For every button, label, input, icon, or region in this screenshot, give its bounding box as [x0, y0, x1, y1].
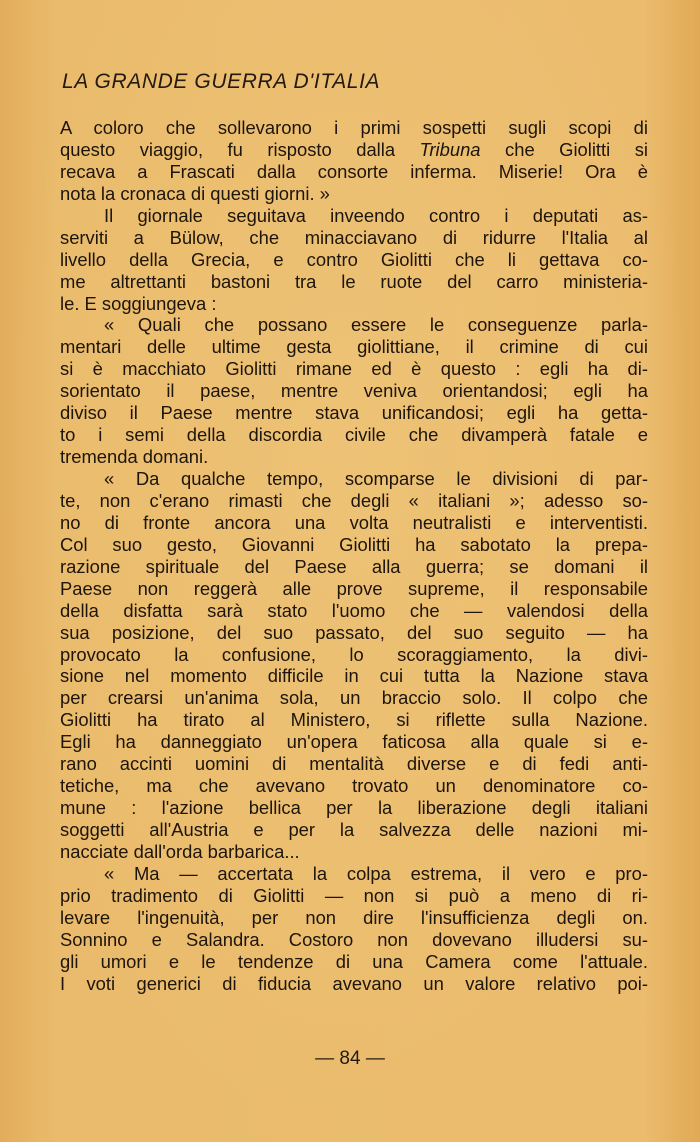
- text-line: prio tradimento di Giolitti — non si può a meno di ri-: [60, 884, 648, 906]
- text-line: sua posizione, del suo passato, del suo seguito — ha: [60, 621, 648, 643]
- text-line: A coloro che sollevarono i primi sospetti sugli scopi di: [60, 117, 648, 138]
- text-line: mune : l'azione bellica per la liberazione degli italiani: [60, 797, 648, 819]
- text-line: levare l'ingenuità, per non dire l'insufficienza degli on.: [60, 906, 648, 928]
- text-line: Egli ha danneggiato un'opera faticosa alla quale si e-: [60, 731, 648, 753]
- italic-title: Tribuna: [419, 138, 481, 160]
- text-line: diviso il Paese mentre stava unificandosi; egli ha getta-: [60, 402, 648, 424]
- text-line: sione nel momento difficile in cui tutta la Nazione stava: [60, 665, 648, 687]
- text-line: si è macchiato Giolitti rimane ed è questo : egli ha di-: [60, 358, 648, 380]
- text-line: gli umori e le tendenze di una Camera come l'attuale.: [60, 950, 648, 972]
- text-line: mentari delle ultime gesta giolittiane, il crimine di cui: [60, 336, 648, 358]
- text-line: no di fronte ancora una volta neutralisti e interventisti.: [60, 511, 648, 533]
- text-line: tetiche, ma che avevano trovato un denominatore co-: [60, 775, 648, 797]
- text-line: nacciate dall'orda barbarica...: [60, 840, 300, 862]
- text-line: Paese non reggerà alle prove supreme, il responsabile: [60, 577, 648, 599]
- text-line: Sonnino e Salandra. Costoro non dovevano illudersi su-: [60, 928, 648, 950]
- text-line: per crearsi un'anima sola, un braccio solo. Il colpo che: [60, 687, 648, 709]
- text-line: rano accinti uomini di mentalità diverse e di fedi anti-: [60, 753, 648, 775]
- text-line: Il giornale seguitava inveendo contro i deputati as-: [104, 204, 648, 226]
- text-line: « Quali che possano essere le conseguenze parla-: [104, 314, 648, 336]
- text-line: I voti generici di fiducia avevano un valore relativo poi-: [60, 972, 648, 994]
- text-line: Giolitti ha tirato al Ministero, si riflette sulla Nazione.: [60, 709, 648, 731]
- text-line: le. E soggiungeva :: [60, 292, 217, 314]
- text-line: questo viaggio, fu risposto dalla Tribuna che Giolitti si: [60, 138, 648, 160]
- text-line: sorientato il paese, mentre veniva orientandosi; egli ha: [60, 380, 648, 402]
- text-line: serviti a Bülow, che minacciavano di ridurre l'Italia al: [60, 226, 648, 248]
- text-line: me altrettanti bastoni tra le ruote del carro ministeria-: [60, 270, 648, 292]
- text-line: te, non c'erano rimasti che degli « italiani »; adesso so-: [60, 489, 648, 511]
- body-text: [60, 117, 648, 995]
- page-number: — 84 —: [315, 1048, 385, 1069]
- text-line: recava a Frascati dalla consorte inferma. Miserie! Ora è: [60, 160, 648, 182]
- text-line: « Da qualche tempo, scomparse le divisioni di par-: [104, 468, 648, 489]
- text-line: nota la cronaca di questi giorni. »: [60, 182, 330, 204]
- text-line: tremenda domani.: [60, 446, 209, 468]
- text-line: soggetti all'Austria e per la salvezza delle nazioni mi-: [60, 819, 648, 840]
- text-line: livello della Grecia, e contro Giolitti che li gettava co-: [60, 248, 648, 270]
- text-line: to i semi della discordia civile che divamperà fatale e: [60, 424, 648, 446]
- text-line: « Ma — accertata la colpa estrema, il vero e pro-: [104, 862, 648, 884]
- running-head: LA GRANDE GUERRA D'ITALIA: [62, 70, 381, 93]
- text-line: della disfatta sarà stato l'uomo che — valendosi della: [60, 599, 648, 621]
- text-line: provocato la confusione, lo scoraggiamento, la divi-: [60, 643, 648, 665]
- text-line: razione spirituale del Paese alla guerra; se domani il: [60, 555, 648, 577]
- text-line: Col suo gesto, Giovanni Giolitti ha sabotato la prepa-: [60, 533, 648, 555]
